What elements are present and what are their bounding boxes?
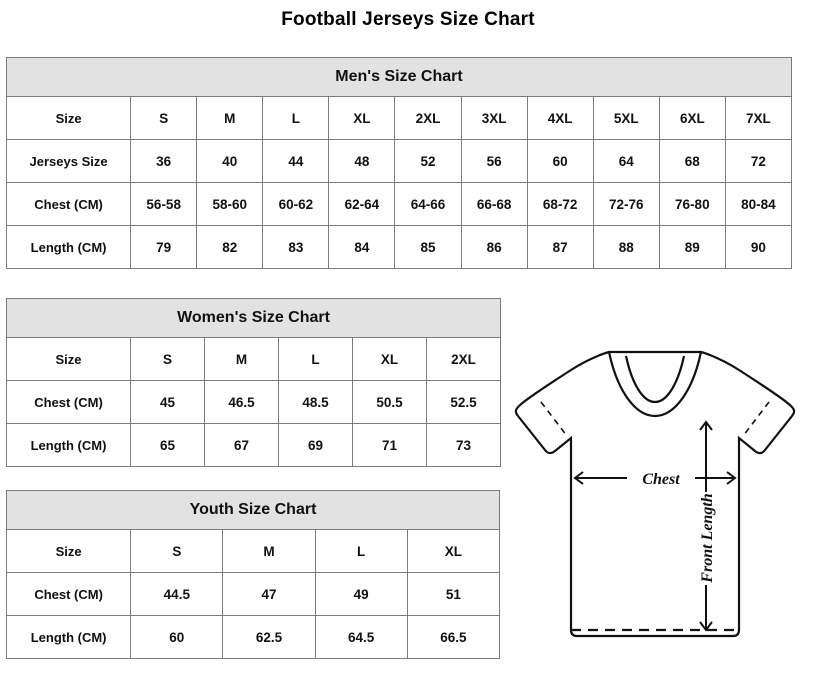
womens-table-caption: Women's Size Chart: [7, 299, 501, 338]
table-row: [7, 381, 501, 424]
row-header: Length (CM): [7, 424, 131, 467]
table-row: [7, 616, 500, 659]
table-cell: 65: [131, 424, 205, 467]
womens-size-table: [6, 298, 501, 467]
jersey-outline-icon: [516, 352, 794, 636]
row-header: Chest (CM): [7, 573, 131, 616]
table-cell: 86: [461, 226, 527, 269]
table-cell: 69: [279, 424, 353, 467]
table-cell: 68: [659, 140, 725, 183]
table-cell: 79: [131, 226, 197, 269]
table-cell: 36: [131, 140, 197, 183]
mens-size-chart: [6, 57, 792, 269]
column-header: 7XL: [725, 97, 791, 140]
table-row: [7, 140, 792, 183]
table-cell: 48: [329, 140, 395, 183]
column-header: XL: [353, 338, 427, 381]
page-title: Football Jerseys Size Chart: [281, 9, 535, 30]
table-cell: 50.5: [353, 381, 427, 424]
jersey-measurement-diagram: [505, 330, 805, 660]
table-cell: 72: [725, 140, 791, 183]
table-caption-row: [7, 299, 501, 338]
table-cell: 52.5: [427, 381, 501, 424]
table-cell: 62.5: [223, 616, 315, 659]
table-cell: 60: [131, 616, 223, 659]
column-header: Size: [7, 530, 131, 573]
column-header: 4XL: [527, 97, 593, 140]
table-cell: 56-58: [131, 183, 197, 226]
column-header: 5XL: [593, 97, 659, 140]
column-header: S: [131, 338, 205, 381]
row-header: Chest (CM): [7, 381, 131, 424]
column-header: M: [205, 338, 279, 381]
table-cell: 49: [315, 573, 407, 616]
table-cell: 72-76: [593, 183, 659, 226]
table-cell: 66.5: [407, 616, 499, 659]
table-cell: 85: [395, 226, 461, 269]
table-cell: 48.5: [279, 381, 353, 424]
youth-size-table: [6, 490, 500, 659]
table-cell: 60-62: [263, 183, 329, 226]
column-header: 6XL: [659, 97, 725, 140]
column-header: L: [263, 97, 329, 140]
table-cell: 51: [407, 573, 499, 616]
table-cell: 58-60: [197, 183, 263, 226]
table-cell: 87: [527, 226, 593, 269]
column-header: L: [279, 338, 353, 381]
column-header: 3XL: [461, 97, 527, 140]
table-cell: 71: [353, 424, 427, 467]
table-cell: 56: [461, 140, 527, 183]
table-cell: 52: [395, 140, 461, 183]
youth-table-caption: Youth Size Chart: [7, 491, 500, 530]
row-header: Length (CM): [7, 616, 131, 659]
row-header: Jerseys Size: [7, 140, 131, 183]
table-caption-row: [7, 58, 792, 97]
womens-size-chart: [6, 298, 500, 467]
table-cell: 64.5: [315, 616, 407, 659]
table-header-row: [7, 97, 792, 140]
column-header: XL: [329, 97, 395, 140]
table-cell: 44.5: [131, 573, 223, 616]
table-header-row: [7, 338, 501, 381]
column-header: XL: [407, 530, 499, 573]
table-cell: 45: [131, 381, 205, 424]
table-cell: 46.5: [205, 381, 279, 424]
table-cell: 40: [197, 140, 263, 183]
table-cell: 66-68: [461, 183, 527, 226]
row-header: Length (CM): [7, 226, 131, 269]
table-cell: 67: [205, 424, 279, 467]
table-cell: 68-72: [527, 183, 593, 226]
table-cell: 60: [527, 140, 593, 183]
table-cell: 64: [593, 140, 659, 183]
column-header: Size: [7, 97, 131, 140]
table-cell: 73: [427, 424, 501, 467]
table-cell: 88: [593, 226, 659, 269]
table-cell: 83: [263, 226, 329, 269]
column-header: M: [223, 530, 315, 573]
column-header: Size: [7, 338, 131, 381]
mens-table-caption: Men's Size Chart: [7, 58, 792, 97]
table-cell: 80-84: [725, 183, 791, 226]
column-header: 2XL: [427, 338, 501, 381]
column-header: S: [131, 97, 197, 140]
table-cell: 64-66: [395, 183, 461, 226]
table-row: [7, 573, 500, 616]
column-header: S: [131, 530, 223, 573]
youth-size-chart: [6, 490, 500, 659]
row-header: Chest (CM): [7, 183, 131, 226]
column-header: 2XL: [395, 97, 461, 140]
table-cell: 84: [329, 226, 395, 269]
table-row: [7, 183, 792, 226]
table-cell: 90: [725, 226, 791, 269]
table-cell: 44: [263, 140, 329, 183]
mens-size-table: [6, 57, 792, 269]
table-cell: 82: [197, 226, 263, 269]
table-caption-row: [7, 491, 500, 530]
sleeve-seam-dashes: [541, 402, 769, 436]
column-header: M: [197, 97, 263, 140]
table-cell: 62-64: [329, 183, 395, 226]
column-header: L: [315, 530, 407, 573]
table-cell: 76-80: [659, 183, 725, 226]
chest-measure-label: Chest: [642, 471, 680, 488]
table-cell: 47: [223, 573, 315, 616]
table-row: [7, 424, 501, 467]
table-row: [7, 226, 792, 269]
front-length-measure-label: Front Length: [699, 493, 716, 583]
table-cell: 89: [659, 226, 725, 269]
table-header-row: [7, 530, 500, 573]
